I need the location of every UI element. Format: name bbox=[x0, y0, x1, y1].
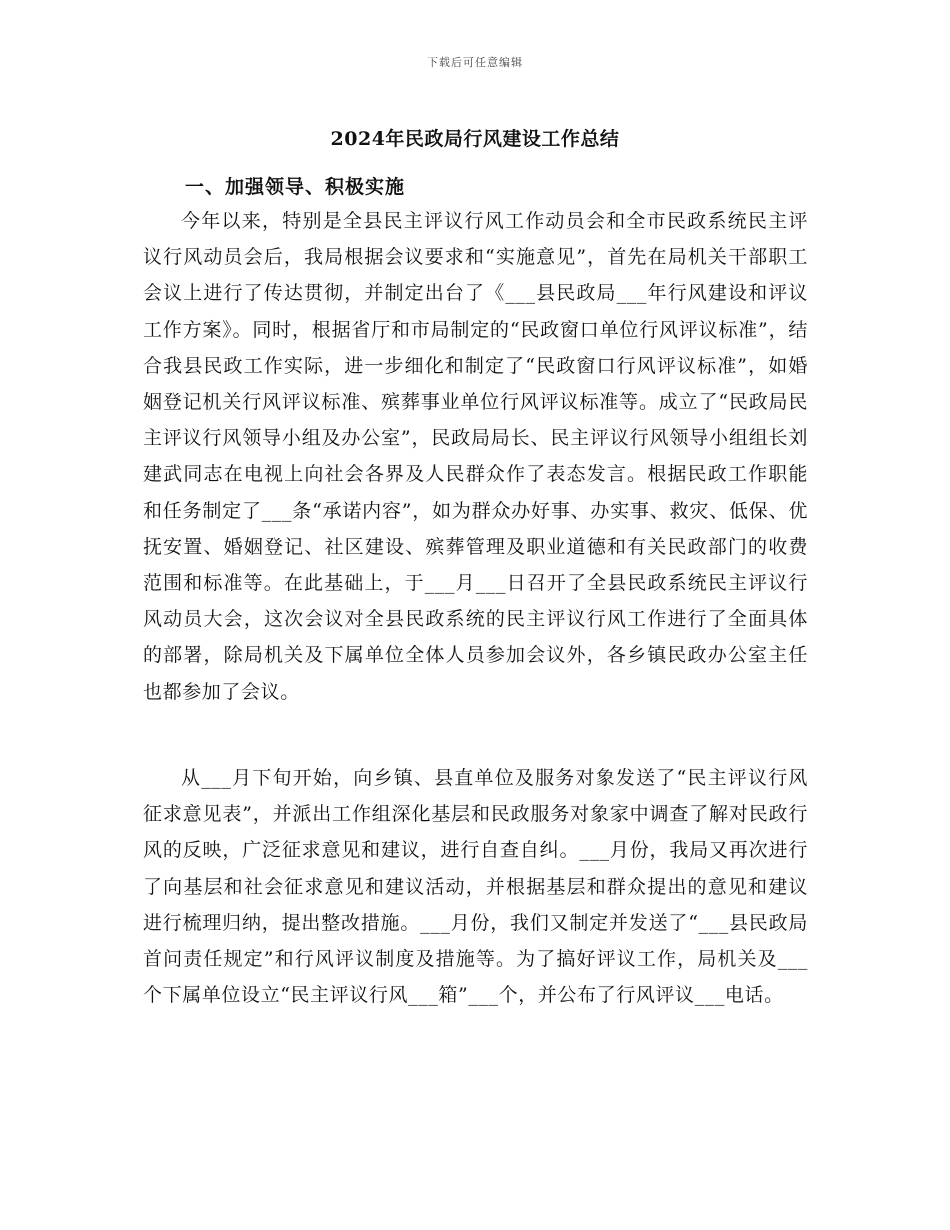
header-note: 下载后可任意编辑 bbox=[427, 56, 523, 69]
section-heading: 一、加强领导、积极实施 bbox=[185, 176, 406, 198]
body-paragraph: 从___月下旬开始，向乡镇、县直单位及服务对象发送了“民主评议行风征求意见表”，并派出工作组深化基层和民政服务对象家中调查了解对民政行风的反映，广泛征求意见和建议，进行自查自纠。___月份，我局又再次进行了向基层和社会征求意见和建议活动，并根据基层和群众提出的意见和建议进行梳理归纳，提出整改措施。___月份，我们又制定并发送了“___县民政局首问责任规定”和行风评议制度及措施等。为了搞好评议工作，局机关及___个下属单位设立“民主评议行风___箱”___个，并公布了行风评议___电话。 bbox=[143, 767, 808, 1007]
body-paragraph: 今年以来，特别是全县民主评议行风工作动员会和全市民政系统民主评议行风动员会后，我局根据会议要求和“实施意见”，首先在局机关干部职工会议上进行了传达贯彻，并制定出台了《___县民政局___年行风建设和评议工作方案》。同时，根据省厅和市局制定的“民政窗口单位行风评议标准”，结合我县民政工作实际，进一步细化和制定了“民政窗口行风评议标准”，如婚姻登记机关行风评议标准、殡葬事业单位行风评议标准等。成立了“民政局民主评议行风领导小组及办公室”，民政局局长、民主评议行风领导小组组长刘建武同志在电视上向社会各界及人民群众作了表态发言。根据民政工作职能和任务制定了___条“承诺内容”，如为群众办好事、办实事、救灾、低保、优抚安置、婚姻登记、社区建设、殡葬管理及职业道德和有关民政部门的收费范围和标准等。在此基础上，于___月___日召开了全县民政系统民主评议行风动员大会，这次会议对全县民政系统的民主评议行风工作进行了全面具体的部署，除局机关及下属单位全体人员参加会议外，各乡镇民政办公室主任也都参加了会议。 bbox=[143, 210, 808, 703]
document-title: 2024年民政局行风建设工作总结 bbox=[330, 128, 620, 150]
